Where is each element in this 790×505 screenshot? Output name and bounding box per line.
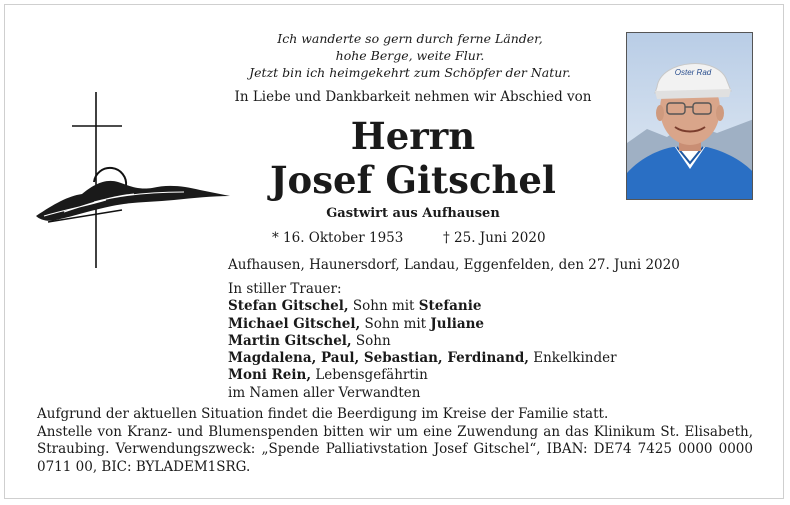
mourner-name: Martin Gitschel, [228,332,352,349]
mourner-relation: Sohn mit [348,298,419,315]
mourner-relation: Lebensgefährtin [311,367,428,384]
list-item [228,367,617,384]
birth-date: * 16. Oktober 1953 [272,230,404,246]
cross-with-sun-icon [34,90,234,270]
intro-text: In Liebe und Dankbarkeit nehmen wir Abschied von [234,89,592,105]
list-item [228,333,617,350]
salutation: Herrn [350,114,476,158]
mourner-relation: Enkelkinder [528,350,617,367]
list-item [228,316,617,333]
mourners-closing: im Namen aller Verwandten [228,384,421,401]
death-date: † 25. Juni 2020 [443,230,546,246]
portrait-image [627,33,753,200]
places-date: Aufhausen, Haunersdorf, Landau, Eggenfelden, den 27. Juni 2020 [228,257,680,273]
poem-line: Jetzt bin ich heimgekehrt zum Schöpfer der Natur. [249,65,571,80]
poem-line: Ich wanderte so gern durch ferne Länder, [277,31,543,46]
mourner-partner: Stefanie [418,298,482,315]
mourner-name: Moni Rein, [228,367,312,384]
mourner-name: Michael Gitschel, [228,315,361,332]
poem-line: hohe Berge, weite Flur. [335,48,485,63]
mourner-partner: Juliane [430,315,485,332]
mourner-name: Stefan Gitschel, [228,298,349,315]
mourners-list [228,281,617,402]
notice-line: Aufgrund der aktuellen Situation findet die Beerdigung im Kreise der Familie statt. [37,406,609,422]
poem [230,30,590,81]
mourner-name: Magdalena, Paul, Sebastian, Ferdinand, [228,350,529,367]
mourners-heading: In stiller Trauer: [228,281,342,297]
deceased-name: Josef Gitschel [270,158,556,202]
list-item [228,350,617,367]
funeral-notice [37,406,753,476]
portrait-photo [626,32,753,200]
list-item [228,298,617,315]
occupation: Gastwirt aus Aufhausen [326,206,500,221]
mourner-relation: Sohn mit [360,315,431,332]
cap-logo-text: Oster Rad [674,68,712,77]
mourner-relation: Sohn [351,332,391,349]
notice-paragraph: Anstelle von Kranz- und Blumenspenden bitten wir um eine Zuwendung an das Klinikum St. Elisabeth, Straubing. Verwendungszweck: „Spende Palliativstation Josef Gitschel“, IBAN: DE74 7425 0000 0000 0711 00, BIC: BYLADEM1SRG. [37,423,753,475]
